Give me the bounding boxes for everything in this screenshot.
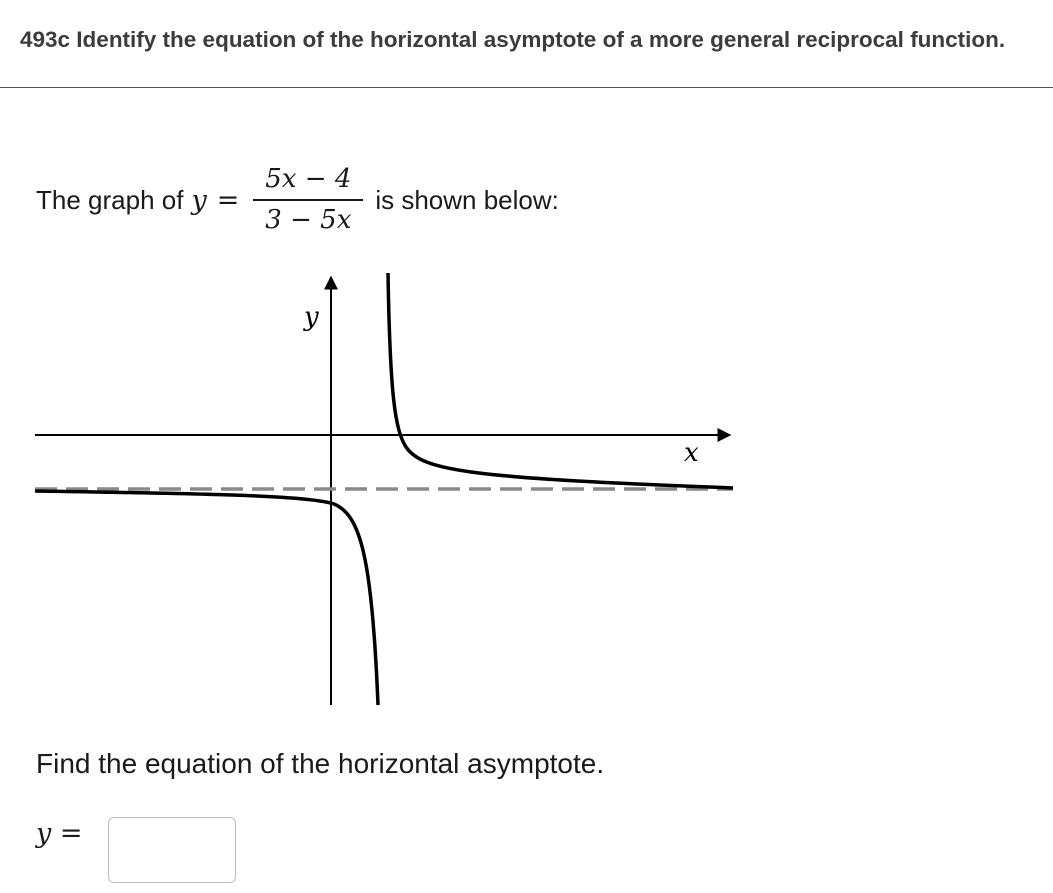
equation-lhs: y bbox=[191, 184, 207, 216]
answer-label: y = bbox=[36, 818, 83, 849]
y-axis-label: y bbox=[304, 302, 319, 332]
function-graph bbox=[30, 265, 740, 710]
rational-function-fraction bbox=[253, 164, 363, 236]
curve-right-branch bbox=[388, 273, 733, 488]
answer-input[interactable] bbox=[108, 817, 236, 883]
equation-equals-sign: = bbox=[216, 184, 240, 216]
question-header bbox=[0, 0, 1053, 88]
x-axis-label: x bbox=[684, 438, 699, 468]
curve-left-branch bbox=[35, 491, 378, 705]
fraction-denominator: 3 − 5x bbox=[265, 205, 352, 235]
prompt-text-before: The graph of bbox=[36, 184, 184, 215]
fraction-numerator: 5x − 4 bbox=[265, 163, 352, 194]
problem-statement bbox=[36, 155, 559, 245]
prompt-text-after: is shown below: bbox=[375, 184, 559, 215]
question-prompt: Find the equation of the horizontal asymptote. bbox=[36, 748, 605, 779]
question-title: 493c Identify the equation of the horizontal asymptote of a more general reciprocal function. bbox=[20, 27, 1006, 52]
